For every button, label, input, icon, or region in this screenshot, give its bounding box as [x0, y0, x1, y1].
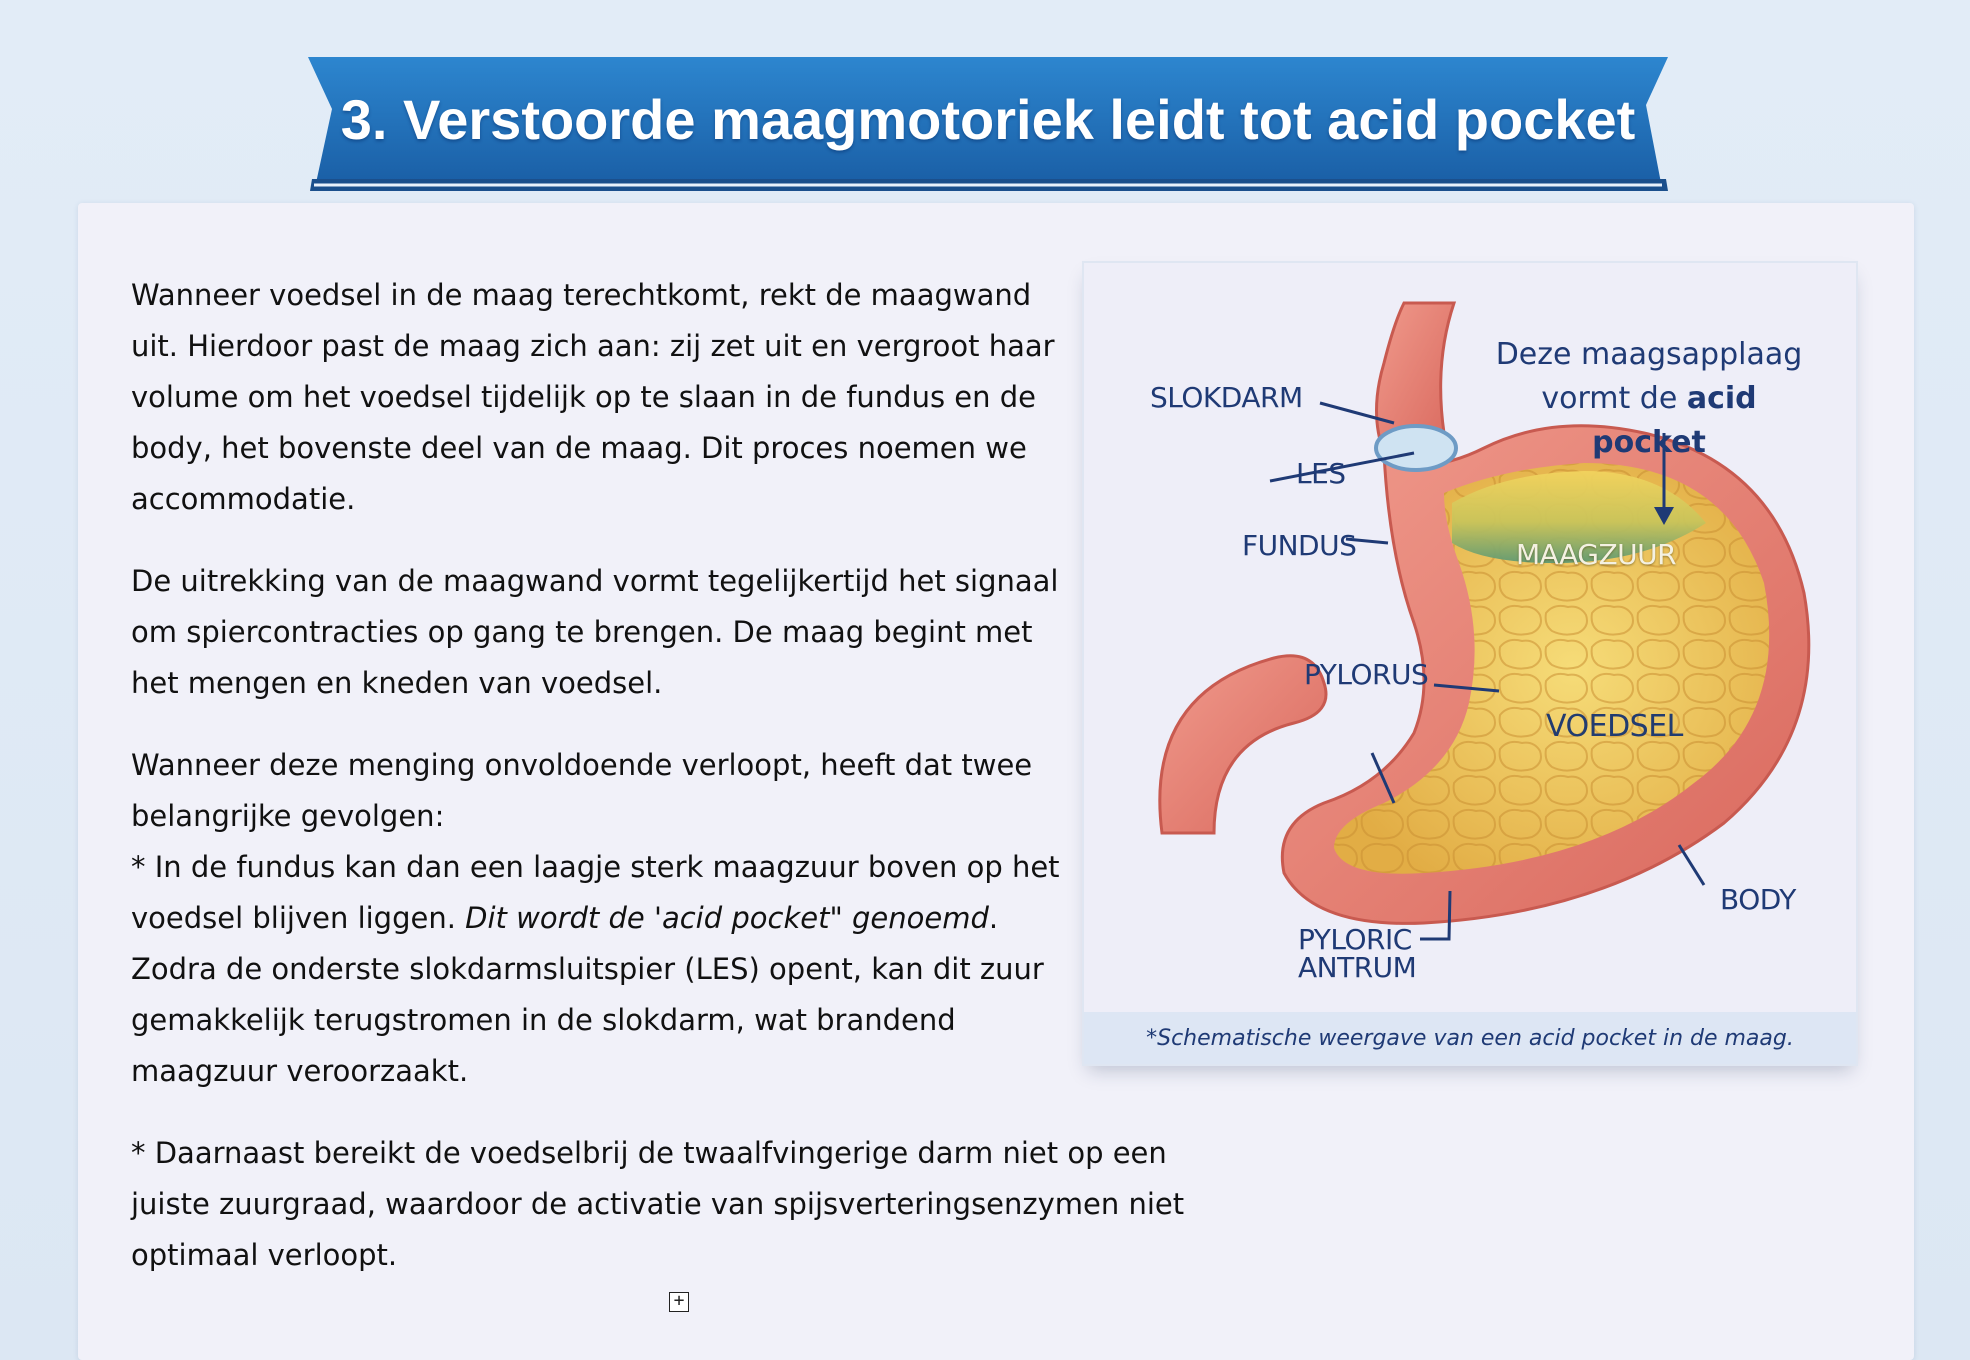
period: . — [988, 901, 999, 935]
figure-caption: *Schematische weergave van een acid pocket in de maag. — [1084, 1012, 1856, 1064]
label-pyloric: PYLORIC — [1298, 923, 1412, 956]
paragraph-consequences — [131, 740, 1071, 1097]
expand-handle-icon[interactable]: + — [669, 1292, 689, 1312]
label-slokdarm: SLOKDARM — [1150, 381, 1303, 414]
callout-emphasis: acid pocket — [1592, 381, 1757, 460]
label-body: BODY — [1720, 883, 1796, 916]
paragraph-accommodation: Wanneer voedsel in de maag terechtkomt, rekt de maagwand uit. Hierdoor past de maag zich aan: zij zet uit en vergroot haar volume om het voedsel tijdelijk op te slaan in de fundus en de body, het bovenste deel van de maag. Dit proces noemen we accommodatie. — [131, 278, 1055, 516]
stomach-illustration — [1082, 261, 1858, 1066]
label-pylorus: PYLORUS — [1304, 658, 1429, 691]
label-fundus: FUNDUS — [1242, 529, 1357, 562]
label-maagzuur: MAAGZUUR — [1516, 538, 1677, 571]
title-banner — [306, 55, 1670, 195]
les-ring — [1376, 426, 1456, 470]
duodenum — [1160, 656, 1326, 833]
callout-line-2: vormt de — [1541, 381, 1687, 416]
label-voedsel: VOEDSEL — [1546, 709, 1683, 744]
acid-pocket-callout — [1489, 333, 1809, 465]
label-antrum: ANTRUM — [1298, 951, 1417, 984]
consequence-acid-pocket: * In de fundus kan dan een laagje sterk maagzuur boven op het voedsel blijven liggen. — [131, 850, 1060, 935]
paragraph-contractions: De uitrekking van de maagwand vormt tegelijkertijd het signaal om spiercontracties op gang te brengen. De maag begint met het mengen en kneden van voedsel. — [131, 564, 1059, 700]
page-title: 3. Verstoorde maagmotoriek leidt tot acid pocket — [340, 88, 1636, 151]
consequences-intro: Wanneer deze menging onvoldoende verloopt, heeft dat twee belangrijke gevolgen: — [131, 748, 1033, 833]
callout-line-1: Deze maagsapplaag — [1495, 337, 1803, 372]
label-les: LES — [1296, 457, 1346, 490]
article-text — [131, 270, 1185, 1312]
paragraph-duodenum: * Daarnaast bereikt de voedselbrij de twaalfvingerige darm niet op een juiste zuurgraad, waardoor de activatie van spijsverteringsenzymen niet optimaal verloopt. — [131, 1136, 1185, 1272]
acid-pocket-note: Dit wordt de 'acid pocket" genoemd — [465, 901, 989, 935]
consequence-reflux: Zodra de onderste slokdarmsluitspier (LES) opent, kan dit zuur gemakkelijk terugstromen in de slokdarm, wat brandend maagzuur veroorzaakt. — [131, 952, 1044, 1088]
